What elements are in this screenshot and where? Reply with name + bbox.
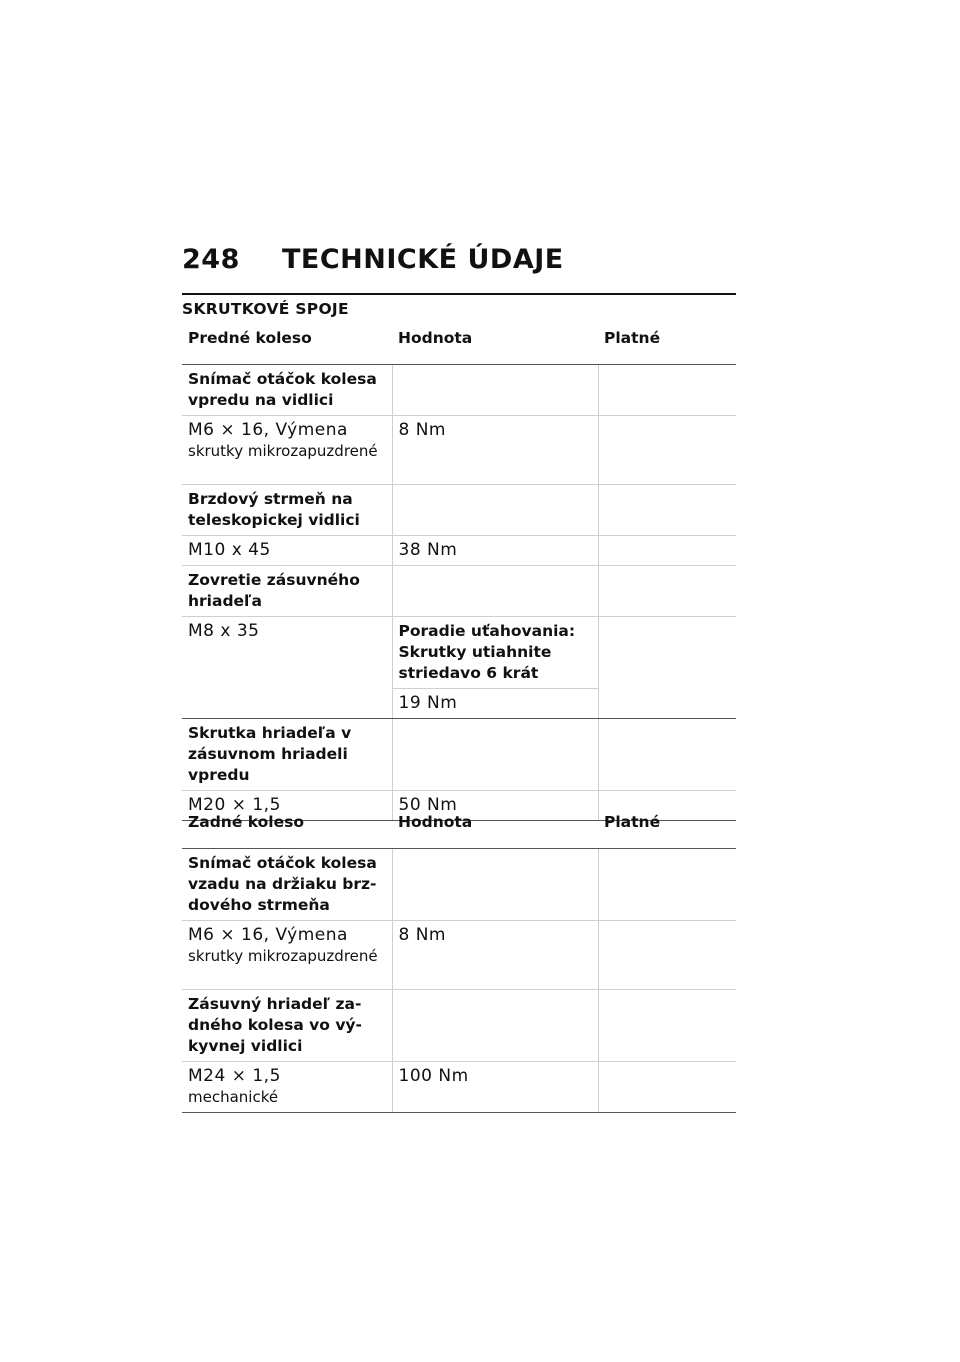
table-row <box>182 566 736 617</box>
column-header: Predné koleso <box>182 312 392 365</box>
group-title: Snímač otáčok kolesa vzadu na držiaku brzdového strmeňa <box>182 849 392 921</box>
spec-sub: mechanické <box>188 1088 279 1106</box>
page-header <box>182 244 736 275</box>
table-row <box>182 849 736 921</box>
table-row <box>182 365 736 416</box>
value-cell: 50 Nm <box>392 791 598 821</box>
value-cell: 8 Nm <box>392 416 598 485</box>
column-header: Zadné koleso <box>182 796 392 849</box>
table-row <box>182 1062 736 1113</box>
spec-cell <box>182 1062 392 1113</box>
rear-wheel-table <box>182 796 736 1113</box>
group-title: Brzdový strmeň na teleskopickej vidlici <box>182 485 392 536</box>
value-cell: 19 Nm <box>392 689 598 719</box>
table-row <box>182 485 736 536</box>
spec-main: M8 x 35 <box>182 617 392 719</box>
group-title: Zásuvný hriadeľ zadného kolesa vo výkyvnej vidlici <box>182 990 392 1062</box>
table-row <box>182 617 736 689</box>
front-wheel-table <box>182 312 736 821</box>
column-header: Hodnota <box>392 796 598 849</box>
spec-sub: skrutky mikrozapuzdrené <box>188 442 378 460</box>
column-header: Platné <box>598 312 736 365</box>
value-cell: 8 Nm <box>392 921 598 990</box>
value-cell: 38 Nm <box>392 536 598 566</box>
table-row <box>182 536 736 566</box>
spec-cell <box>182 416 392 485</box>
note-cell: Poradie uťahovania: Skrutky utiahnite striedavo 6 krát <box>392 617 598 689</box>
spec-main: M10 x 45 <box>182 536 392 566</box>
table-row <box>182 416 736 485</box>
group-title: Skrutka hriadeľa v zásuvnom hriadeli vpredu <box>182 719 392 791</box>
spec-main: M6 × 16, Výmena <box>188 420 348 440</box>
spec-sub: skrutky mikrozapuzdrené <box>188 947 378 965</box>
section-title: SKRUTKOVÉ SPOJE <box>182 300 349 318</box>
table-row <box>182 719 736 791</box>
value-cell: 100 Nm <box>392 1062 598 1113</box>
column-header: Platné <box>598 796 736 849</box>
page-number: 248 <box>182 244 240 275</box>
table-header-row <box>182 796 736 849</box>
header-rule <box>182 293 736 295</box>
chapter-title: TECHNICKÉ ÚDAJE <box>282 244 564 275</box>
spec-main: M24 × 1,5 <box>188 1066 281 1086</box>
table-row <box>182 921 736 990</box>
spec-main: M20 × 1,5 <box>182 791 392 821</box>
table-row <box>182 990 736 1062</box>
group-title: Snímač otáčok kolesa vpredu na vidlici <box>182 365 392 416</box>
spec-main: M6 × 16, Výmena <box>188 925 348 945</box>
group-title: Zovretie zásuvného hriadeľa <box>182 566 392 617</box>
spec-cell <box>182 921 392 990</box>
table-header-row <box>182 312 736 365</box>
column-header: Hodnota <box>392 312 598 365</box>
